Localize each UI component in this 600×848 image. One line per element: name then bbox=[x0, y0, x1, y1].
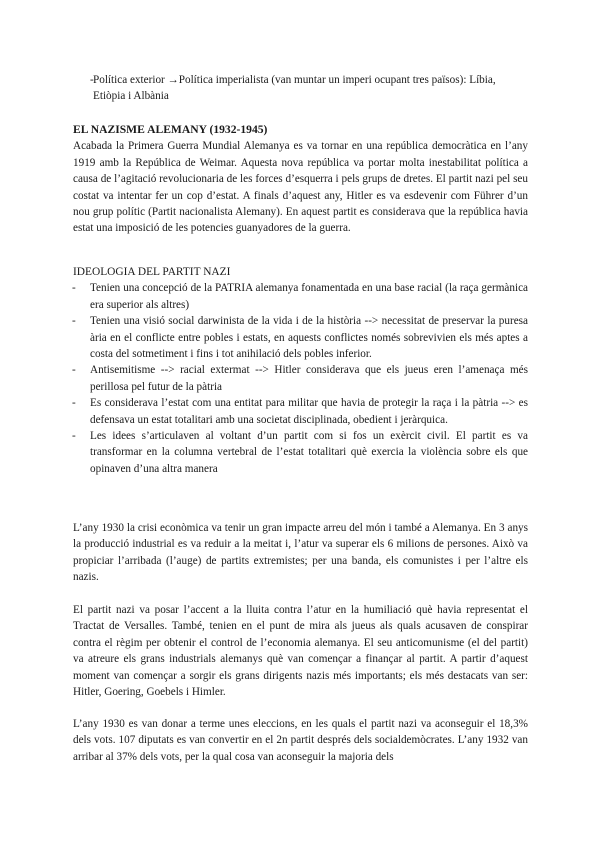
list-item bbox=[55, 428, 528, 477]
paragraph-nazi-party: El partit nazi va posar l’accent a la lluita contra l’atur en la humiliació què havia representat el Tractat de Versalles. També, tenien en el punt de mira als jueus als quals acusaven de conspirar contra el règim per obtenir el control de l’economia alemanya. El seu anticomunisme (el del partit) va atreure els grans industrials alemanys què van començar a finançar al partit. A partir d’aquest moment van començar a sorgir els grans dirigents nazis més importants; els més destacats van ser: Hitler, Goering, Goebels i Himler. bbox=[73, 604, 528, 699]
section-paragraph: Acabada la Primera Guerra Mundial Alemanya es va tornar en una república democràtica en l’any 1919 amb la República de Weimar. Aquesta nova república va portar molta inestabilitat política a causa de l’agitació revolucionaria de les forces d’esquerra i pels grups de dretes. El partit nazi pel seu costat va intentar fer un cop d’estat. A finals d’aquest any, Hitler es va esdevenir com Führer d’un nou grup polític (Partit nacionalista Alemany). En aquest partit es considerava que la república havia estat una imposició de les potencies guanyadores de la guerra. bbox=[73, 140, 528, 235]
paragraph-elections: L’any 1930 es van donar a terme unes eleccions, en les quals el partit nazi va aconseguir el 18,3% dels vots. 107 diputats es van convertir en el 2n partit després dels socialdemòcrates. L’any 1932 van arribar al 37% dels vots, per la qual cosa van aconseguir la majoria dels bbox=[73, 718, 528, 763]
bullet-dash: - bbox=[72, 430, 76, 443]
section-title: EL NAZISME ALEMANY (1932-1945) bbox=[73, 123, 268, 136]
paragraph-crisis: L’any 1930 la crisi econòmica va tenir un gran impacte arreu del món i també a Alemanya. En 3 anys la producció industrial es va reduir a la meitat i, l’atur va superar els 6 milions de persones. Això va propiciar l’arribada (l’auge) de partits extremistes; per una banda, els comunistes i per l’altre els nazis. bbox=[73, 522, 528, 584]
list-item-text: Antisemitisme --> racial extermat --> Hitler considerava que els jueus eren l’amenaça més perillosa pel futur de la pàtria bbox=[90, 364, 528, 393]
bullet-dash: - bbox=[72, 397, 76, 410]
list-item bbox=[55, 280, 528, 313]
list-item bbox=[55, 395, 528, 428]
list-item-text: Tenien una concepció de la PATRIA alemanya fonamentada en una base racial (la raça germànica era superior als altres) bbox=[90, 282, 528, 311]
list-item bbox=[55, 362, 528, 395]
list-item-text: Es considerava l’estat com una entitat para militar que havia de protegir la raça i la pàtria --> es defensava un estat totalitari amb una societat disciplinada, obedient i jeràrquica. bbox=[90, 397, 528, 426]
intro-bullet bbox=[73, 72, 528, 105]
ideology-list bbox=[55, 280, 528, 477]
intro-bullet-text: Política exterior →Política imperialista (van muntar un imperi ocupant tres països): Líbia, Etiòpia i Albània bbox=[93, 74, 496, 103]
list-item bbox=[55, 313, 528, 362]
bullet-dash: - bbox=[90, 74, 94, 86]
nazism-section bbox=[73, 122, 528, 237]
list-item-text: Tenien una visió social darwinista de la vida i de la història --> necessitat de preservar la puresa ària en el conflicte entre pobles i estats, en aquests conflictes només sobrevivien els més aptes a costa del sotmetiment i fins i tot anihilació dels pobles inferior. bbox=[90, 315, 528, 361]
ideology-title: IDEOLOGIA DEL PARTIT NAZI bbox=[73, 266, 231, 278]
bullet-dash: - bbox=[72, 364, 76, 377]
bullet-dash: - bbox=[72, 315, 76, 328]
bullet-dash: - bbox=[72, 282, 76, 295]
ideology-section bbox=[73, 264, 528, 477]
list-item-text: Les idees s’articulaven al voltant d’un partit com si fos un exèrcit civil. El partit es va transformar en la columna vertebral de l’estat totalitari què exercia la violència sobre els que opinaven d’una altra manera bbox=[90, 430, 528, 475]
